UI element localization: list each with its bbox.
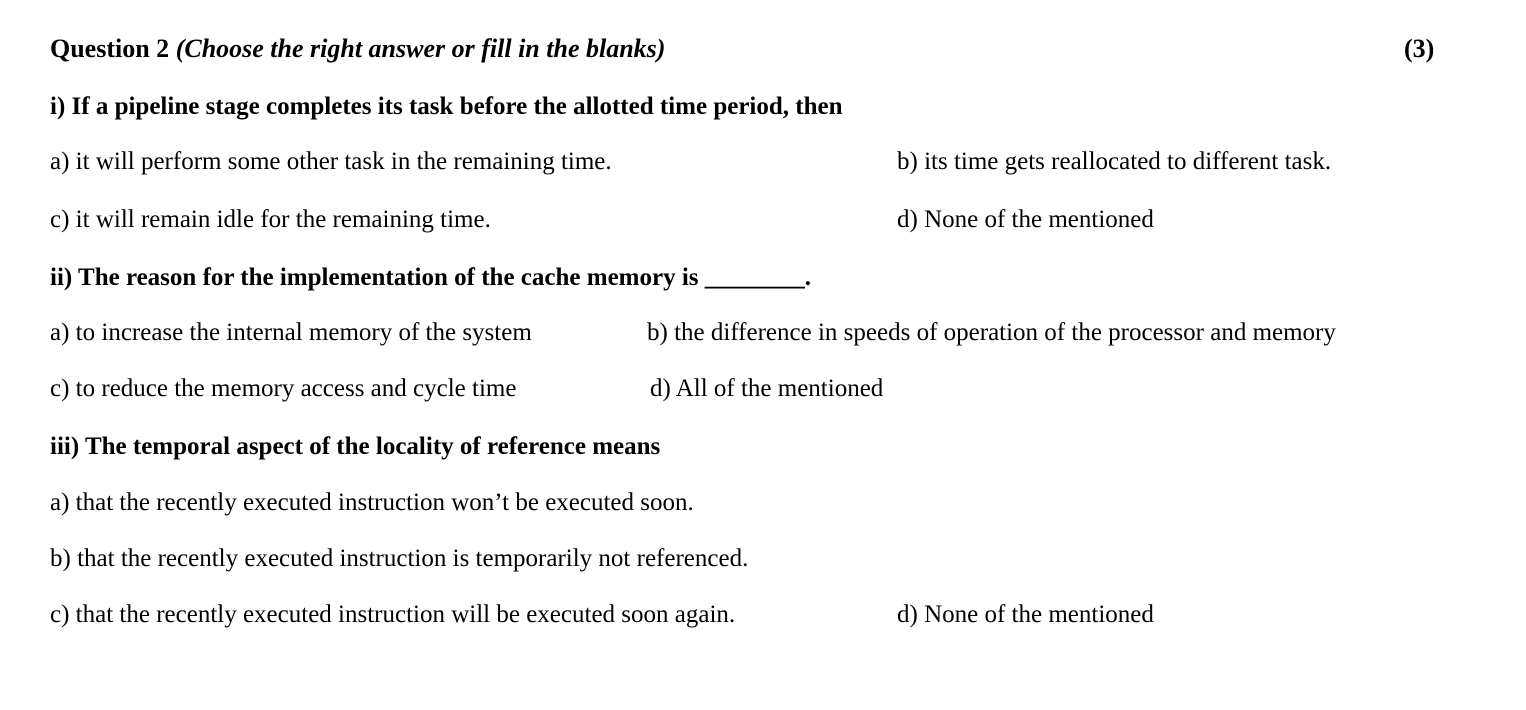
question-title: [50, 34, 665, 64]
item-2-option-b: b) the difference in speeds of operation of the processor and memory: [647, 319, 1336, 346]
item-3-stem: iii) The temporal aspect of the locality of reference means: [50, 433, 661, 460]
item-2-stem: ii) The reason for the implementation of the cache memory is ________.: [50, 264, 812, 291]
item-2-option-d: d) All of the mentioned: [650, 375, 884, 402]
item-3-option-b: b) that the recently executed instruction is temporarily not referenced.: [50, 545, 749, 572]
question-heading: Question 2: [50, 34, 170, 63]
item-1-option-c: c) it will remain idle for the remaining time.: [50, 206, 491, 233]
item-1-stem: i) If a pipeline stage completes its task before the allotted time period, then: [50, 93, 843, 120]
item-1-option-a: a) it will perform some other task in the remaining time.: [50, 148, 612, 175]
item-2-option-c: c) to reduce the memory access and cycle time: [50, 375, 517, 402]
item-1-option-d: d) None of the mentioned: [897, 206, 1154, 233]
item-1-option-b: b) its time gets reallocated to different task.: [897, 148, 1332, 175]
question-instruction: (Choose the right answer or fill in the blanks): [175, 34, 666, 63]
item-2-option-a: a) to increase the internal memory of the system: [50, 319, 532, 346]
item-3-option-c: c) that the recently executed instruction will be executed soon again.: [50, 601, 736, 628]
item-3-option-a: a) that the recently executed instruction won’t be executed soon.: [50, 489, 694, 516]
question-marks: (3): [1404, 34, 1435, 63]
item-3-option-d: d) None of the mentioned: [897, 601, 1154, 628]
